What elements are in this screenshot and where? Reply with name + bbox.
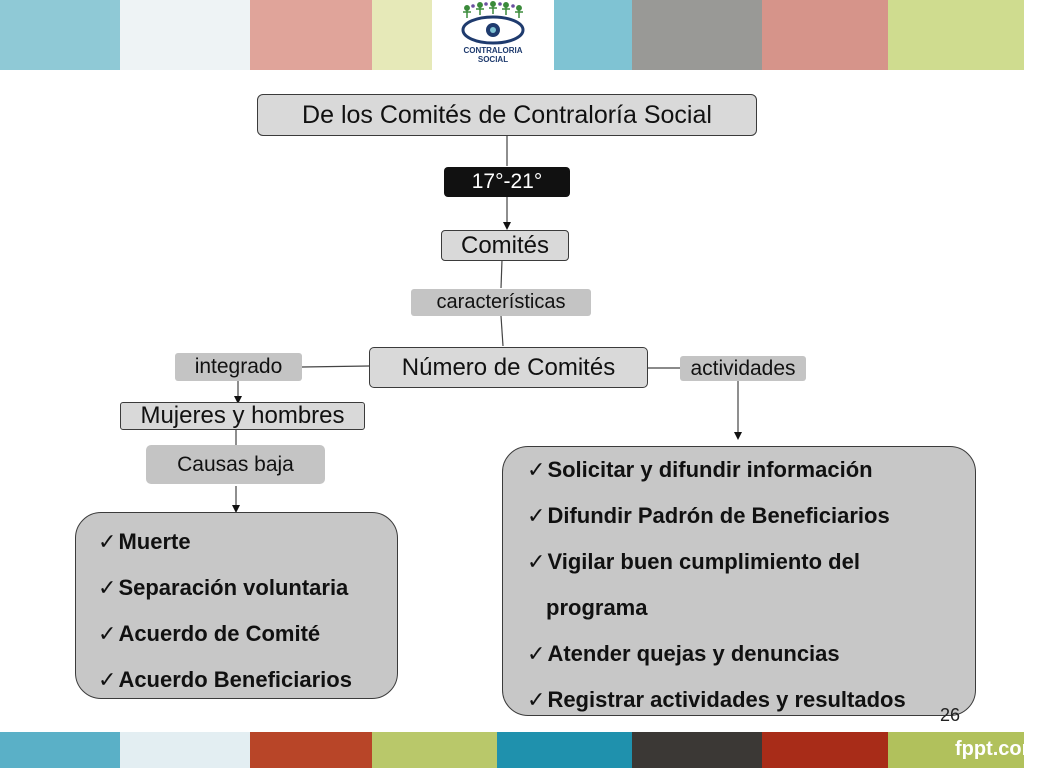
list-item-text: Acuerdo Beneficiarios bbox=[118, 667, 352, 692]
list-item-text: Difundir Padrón de Beneficiarios bbox=[547, 503, 890, 528]
list-item bbox=[527, 631, 975, 677]
activities-node bbox=[680, 356, 806, 381]
check-icon: ✓ bbox=[527, 687, 546, 712]
list-item-text: Registrar actividades y resultados bbox=[547, 687, 906, 712]
removal-causes-list bbox=[75, 512, 398, 699]
list-item-text: programa bbox=[546, 595, 648, 620]
logo-text-line: SOCIAL bbox=[477, 55, 509, 64]
articles-label: 17°-21° bbox=[471, 170, 543, 193]
connector-committees-characteristics bbox=[501, 260, 502, 288]
check-icon: ✓ bbox=[98, 667, 117, 692]
number-of-committees-label: Número de Comités bbox=[401, 353, 616, 381]
list-item-text: Vigilar buen cumplimiento del bbox=[547, 549, 860, 574]
page-number: 26 bbox=[940, 705, 961, 725]
list-item-text: Acuerdo de Comité bbox=[118, 621, 321, 646]
arrow-head bbox=[503, 222, 511, 230]
integrated-node bbox=[175, 353, 302, 381]
articles-node bbox=[444, 167, 570, 197]
list-item bbox=[98, 565, 397, 611]
list-item bbox=[527, 539, 975, 585]
check-icon: ✓ bbox=[98, 621, 117, 646]
check-icon: ✓ bbox=[527, 641, 546, 666]
list-item-continuation bbox=[527, 585, 975, 631]
band-segment bbox=[120, 732, 250, 768]
characteristics-node bbox=[411, 289, 591, 316]
band-segment bbox=[0, 732, 120, 768]
logo-text-line: CONTRALORIA bbox=[463, 46, 523, 55]
check-icon: ✓ bbox=[527, 549, 546, 574]
activities-label: actividades bbox=[690, 356, 796, 380]
check-icon: ✓ bbox=[98, 575, 117, 600]
band-segment bbox=[762, 732, 888, 768]
list-item bbox=[527, 677, 975, 723]
list-item bbox=[527, 447, 975, 493]
band-segment bbox=[372, 732, 497, 768]
removal-causes-label: Causas baja bbox=[177, 452, 294, 476]
list-item bbox=[98, 657, 397, 703]
integrated-label: integrado bbox=[194, 355, 283, 378]
number-of-committees-node bbox=[369, 347, 648, 388]
check-icon: ✓ bbox=[98, 529, 117, 554]
members-label: Mujeres y hombres bbox=[140, 402, 345, 429]
list-item-text: Solicitar y difundir información bbox=[547, 457, 873, 482]
list-item bbox=[98, 519, 397, 565]
connector-number-integrated bbox=[302, 366, 369, 367]
list-item-text: Atender quejas y denuncias bbox=[547, 641, 840, 666]
arrow-head bbox=[734, 432, 742, 440]
connector-characteristics-number bbox=[501, 316, 503, 346]
diagram-title: De los Comités de Contraloría Social bbox=[302, 100, 712, 129]
activities-list bbox=[502, 446, 976, 716]
list-item bbox=[98, 611, 397, 657]
members-node bbox=[120, 402, 365, 430]
characteristics-label: características bbox=[436, 291, 566, 313]
list-item bbox=[527, 493, 975, 539]
brand-watermark: fppt.com bbox=[955, 738, 1039, 760]
band-segment bbox=[250, 732, 372, 768]
bottom-color-band bbox=[0, 732, 1024, 768]
check-icon: ✓ bbox=[527, 457, 546, 482]
committees-label: Comités bbox=[460, 231, 550, 259]
list-item-text: Muerte bbox=[118, 529, 191, 554]
diagram-title-node bbox=[257, 94, 757, 136]
committees-node bbox=[441, 230, 569, 261]
list-item-text: Separación voluntaria bbox=[118, 575, 349, 600]
band-segment bbox=[632, 732, 762, 768]
band-segment bbox=[497, 732, 632, 768]
removal-causes-node bbox=[146, 445, 325, 484]
check-icon: ✓ bbox=[527, 503, 546, 528]
